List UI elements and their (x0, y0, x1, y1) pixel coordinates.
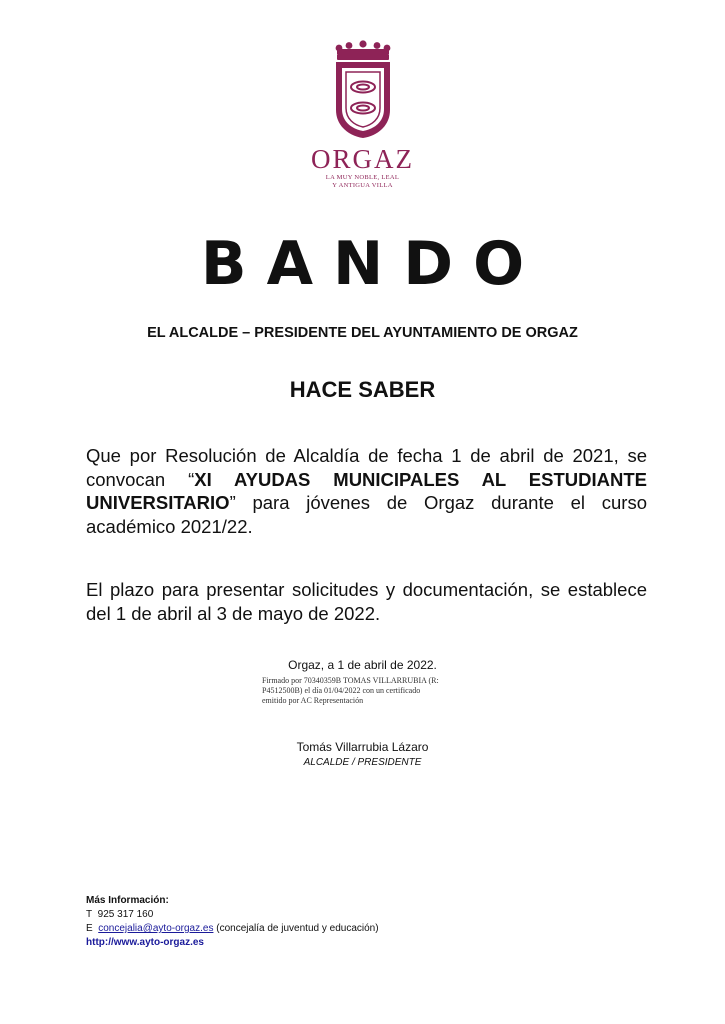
footer-label: Más Información: (86, 895, 169, 906)
email-prefix: E (86, 923, 93, 934)
paragraph-resolution (86, 444, 647, 538)
paragraph-resolution-part-1: Que por Resolución de Alcaldía de fecha 1 de abril de 2021, se convocan “ (86, 445, 647, 490)
document-title: BANDO (200, 229, 545, 299)
digital-signature-note (262, 676, 497, 706)
place-date: Orgaz, a 1 de abril de 2022. (288, 658, 437, 672)
signature-line-1: Firmado por 70340359B TOMAS VILLARRUBIA (R: (262, 676, 439, 685)
signer-name: Tomás Villarrubia Lázaro (296, 740, 429, 754)
email-link[interactable]: concejalia@ayto-orgaz.es (98, 923, 214, 934)
signature-line-3: emitido por AC Representación (262, 696, 364, 705)
footer-phone (86, 908, 506, 922)
document-subtitle: EL ALCALDE – PRESIDENTE DEL AYUNTAMIENTO DE ORGAZ (147, 325, 578, 341)
signer-role: ALCALDE / PRESIDENTE (303, 757, 422, 768)
town-motto-line-2: Y ANTIGUA VILLA (332, 182, 393, 189)
contact-footer (86, 894, 506, 950)
paragraph-resolution-part-2: ” para jóvenes de Orgaz durante el curso académico 2021/22. (86, 492, 647, 537)
paragraph-deadline: El plazo para presentar solicitudes y documentación, se establece del 1 de abril al 3 de mayo de 2022. (86, 579, 647, 624)
footer-email (86, 922, 506, 936)
program-name: XI AYUDAS MUNICIPALES AL ESTUDIANTE UNIVERSITARIO (86, 468, 647, 513)
coat-of-arms-icon (331, 40, 395, 140)
town-motto-line-1: LA MUY NOBLE, LEAL (325, 174, 400, 181)
phone-number: 925 317 160 (97, 909, 154, 920)
announcement-heading: HACE SABER (289, 377, 436, 402)
email-note: (concejalía de juventud y educación) (216, 923, 379, 934)
town-name: ORGAZ (311, 144, 414, 174)
town-logo (300, 40, 425, 190)
signature-line-2: P4512500B) el día 01/04/2022 con un certificado (262, 686, 421, 695)
phone-prefix: T (86, 909, 93, 920)
website-link[interactable]: http://www.ayto-orgaz.es (86, 937, 204, 948)
